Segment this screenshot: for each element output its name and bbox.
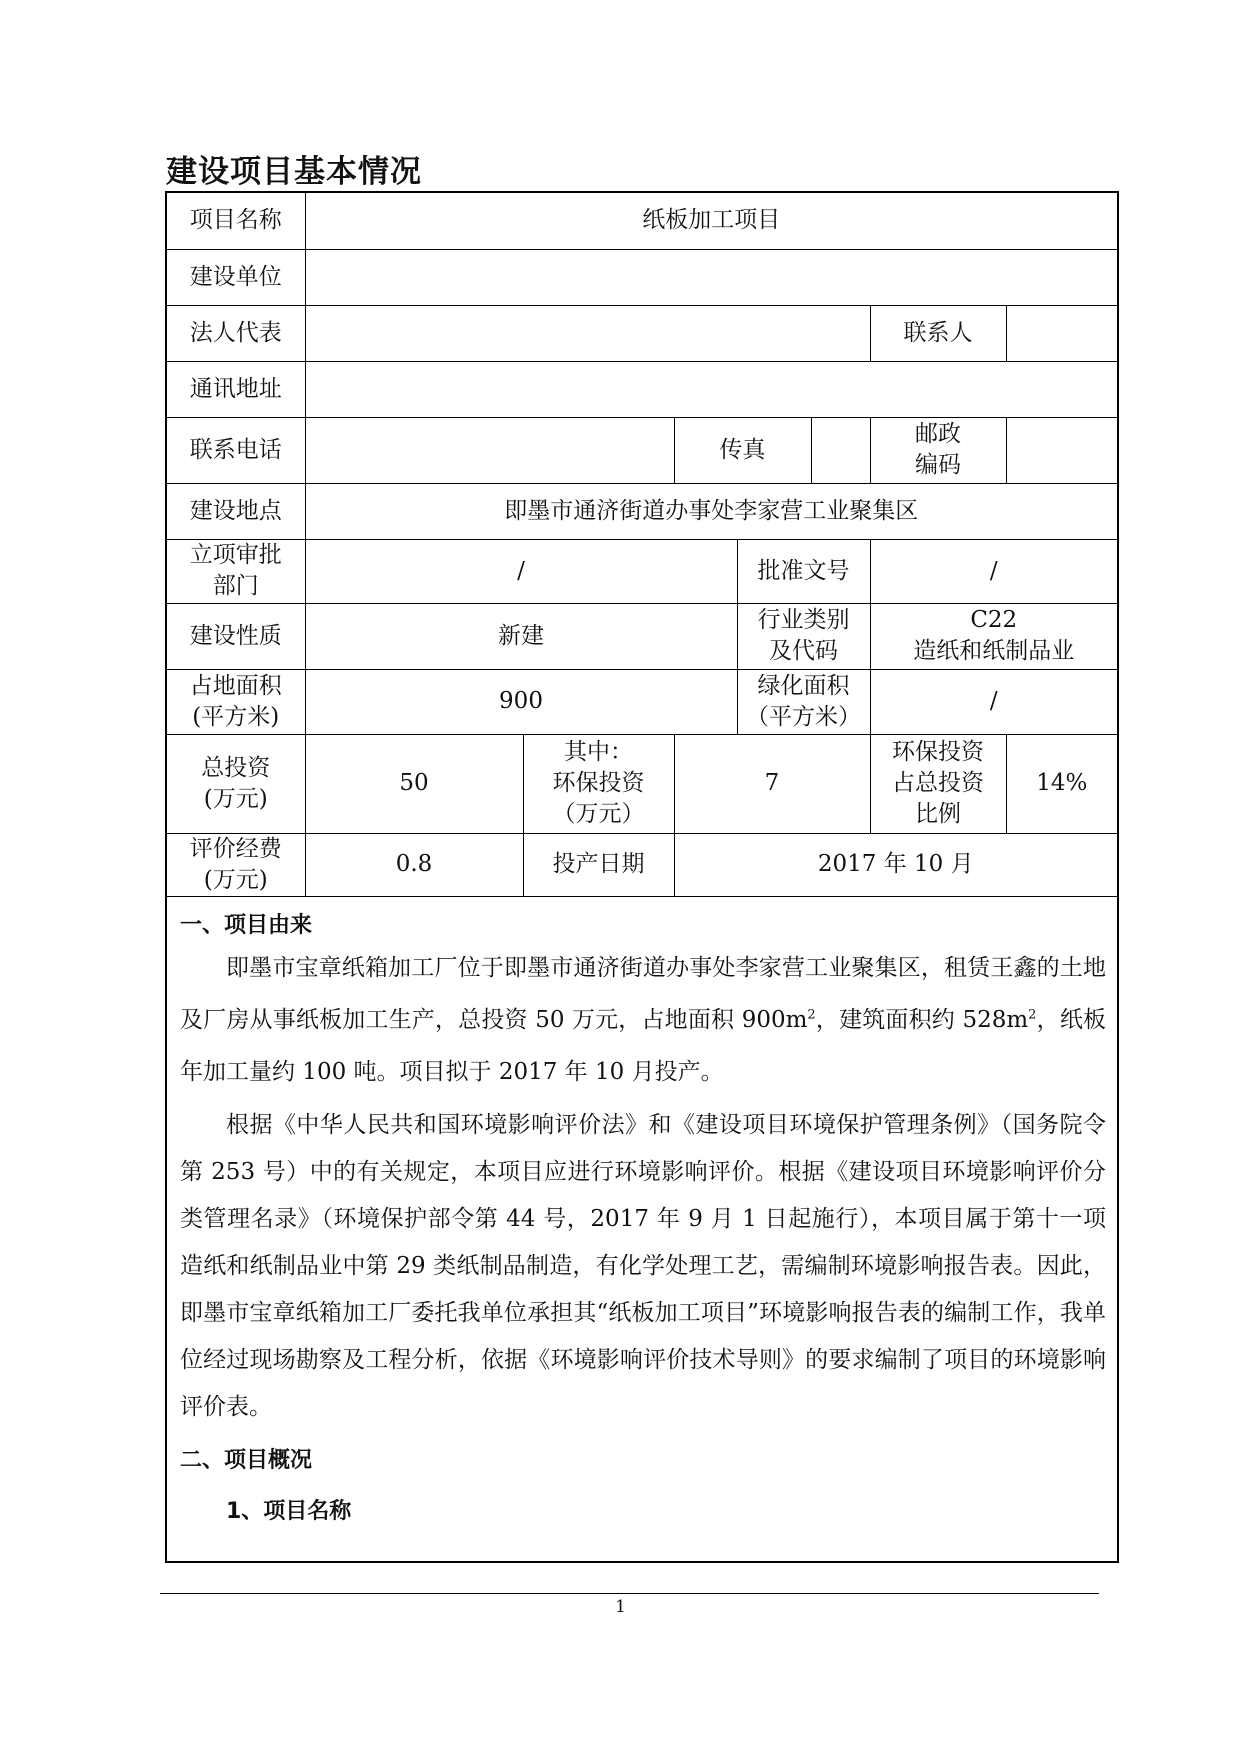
ratio-label-line2: 占总投资 [892,770,984,796]
industry-value [870,603,1117,669]
invest-value: 50 [305,734,523,833]
ratio-value: 14% [1006,734,1117,833]
fee-value: 0.8 [305,833,523,896]
fee-label-line2: (万元) [203,866,268,893]
fee-label-line1: 评价经费 [189,835,282,862]
phone-value [305,417,674,483]
builder-label: 建设单位 [167,249,305,305]
fee-label [167,833,305,896]
ratio-label-line1: 环保投资 [892,739,984,765]
area-value: 900 [305,669,737,734]
invest-label-line2: (万元) [203,785,268,812]
nature-label: 建设性质 [167,603,305,669]
invest-label [167,734,305,833]
section2-subheading: 1、项目名称 [226,1499,352,1524]
ratio-label-line3: 比例 [915,801,961,827]
project-info-table [167,193,1117,897]
date-value: 2017 年 10 月 [674,833,1117,896]
approval-dept-label [167,539,305,603]
location-value: 即墨市通济街道办事处李家营工业聚集区 [305,483,1117,539]
approval-no-label: 批准文号 [737,539,870,603]
green-value: / [870,669,1117,734]
page-number: 1 [615,1597,626,1617]
env-invest-label-line3: （万元） [552,801,645,827]
industry-name: 造纸和纸制品业 [913,638,1075,664]
approval-dept-label-line2: 部门 [212,573,259,599]
page-title: 建设项目基本情况 [166,154,422,190]
postcode-value [1006,417,1117,483]
approval-no-value: / [870,539,1117,603]
area-label [167,669,305,734]
p1-superscript-2: 2 [1028,1007,1037,1023]
contact-label: 联系人 [870,305,1006,361]
green-label-line1: 绿化面积 [757,672,850,699]
project-name-label: 项目名称 [167,193,305,249]
area-label-line1: 占地面积 [189,672,282,699]
fax-value [811,417,870,483]
green-label [737,669,870,734]
phone-label: 联系电话 [167,417,305,483]
industry-label [737,603,870,669]
info-form [165,191,1119,1563]
approval-dept-label-line1: 立项审批 [189,542,282,568]
env-invest-label-line1: 其中： [564,739,633,765]
report-body [180,893,1106,1528]
postcode-label [870,417,1006,483]
env-invest-label-line2: 环保投资 [552,770,645,796]
area-label-line2: (平方米) [192,703,280,730]
section2-heading: 二、项目概况 [180,1448,313,1473]
ratio-label [870,734,1006,833]
nature-value: 新建 [305,603,737,669]
date-label: 投产日期 [523,833,674,896]
address-label: 通讯地址 [167,361,305,417]
p1-part-a: 即墨市宝章纸箱加工厂位于即墨市通济街道办事处李家营工业聚集区，租赁王鑫的土地及厂房从事纸板加工生产，总投资 50 万元，占地面积 900m [180,955,1106,1033]
location-label: 建设地点 [167,483,305,539]
section1-paragraph2: 根据《中华人民共和国环境影响评价法》和《建设项目环境保护管理条例》（国务院令第 253 号）中的有关规定，本项目应进行环境影响评价。根据《建设项目环境影响评价分类管理名录》（环境保护部令第 44 号，2017 年 9 月 1 日起施行），本项目属于第十一项造纸和纸制品业中第 29 类纸制品制造，有化学处理工艺，需编制环境影响报告表。因此，即墨市宝章纸箱加工厂委托我单位承担其“纸板加工项目”环境影响报告表的编制工作，我单位经过现场勘察及工程分析，依据《环境影响评价技术导则》的要求编制了项目的环境影响评价表。 [180,1112,1106,1420]
address-value [305,361,1117,417]
fax-label: 传真 [674,417,811,483]
env-invest-label [523,734,674,833]
env-invest-value: 7 [674,734,870,833]
industry-code: C22 [970,607,1018,633]
p1-part-c: ，纸板年加工量约 100 吨。项目拟于 2017 年 10 月投产。 [180,1007,1106,1085]
builder-value [305,249,1117,305]
approval-dept-value: / [305,539,737,603]
green-label-line2: （平方米） [746,703,861,730]
p1-superscript-1: 2 [807,1007,816,1023]
legal-rep-value [305,305,870,361]
footer-divider [160,1593,1099,1594]
industry-label-line2: 及代码 [769,638,838,664]
section1-paragraph1 [180,942,1106,1098]
industry-label-line1: 行业类别 [757,607,850,633]
legal-rep-label: 法人代表 [167,305,305,361]
postcode-label-line1: 邮政 [915,421,961,447]
contact-value [1006,305,1117,361]
section1-heading: 一、项目由来 [180,913,313,938]
p1-part-b: ，建筑面积约 528m [815,1007,1029,1033]
invest-label-line1: 总投资 [201,754,271,781]
project-name-value: 纸板加工项目 [305,193,1117,249]
postcode-label-line2: 编码 [915,452,961,478]
